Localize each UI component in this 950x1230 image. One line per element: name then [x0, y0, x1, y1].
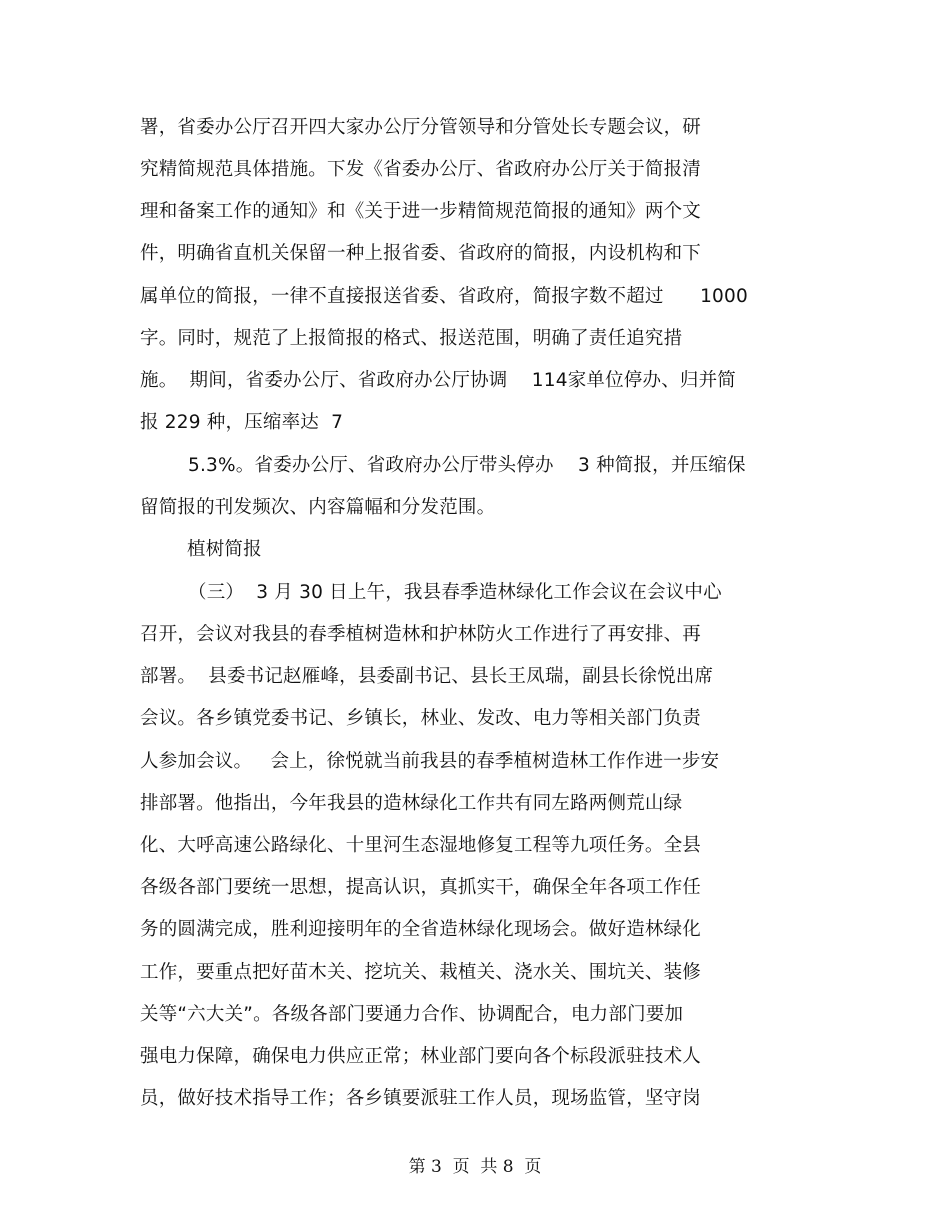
text-line: 署，省委办公厅召开四大家办公厅分管领导和分管处长专题会议，研 [140, 117, 702, 138]
text-line: 留简报的刊发频次、内容篇幅和分发范围。 [140, 497, 496, 518]
text-line: 部署。 县委书记赵雁峰，县委副书记、县长王凤瑞，副县长徐悦出席 [140, 666, 714, 687]
text-line: 工作，要重点把好苗木关、挖坑关、栽植关、浇水关、围坑关、装修 [140, 962, 702, 983]
text-line: 关等“六大关”。各级各部门要通力合作、协调配合，电力部门要加 [140, 1004, 684, 1025]
text-line: （三） 3 月 30 日上午，我县春季造林绿化工作会议在会议中心 [188, 582, 722, 603]
text-line: 施。 期间，省委办公厅、省政府办公厅协调 114家单位停办、归并简 [140, 370, 736, 391]
section-heading: 植树简报 [187, 539, 262, 560]
text-line: 件，明确省直机关保留一种上报省委、省政府的简报，内设机构和下 [140, 243, 702, 264]
text-line: 报 229 种，压缩率达 7 [140, 412, 344, 433]
text-line: 强电力保障，确保电力供应正常；林业部门要向各个标段派驻技术人 [140, 1046, 702, 1067]
text-line: 5.3%。省委办公厅、省政府办公厅带头停办 3 种简报，并压缩保 [188, 455, 746, 476]
text-line: 化、大呼高速公路绿化、十里河生态湿地修复工程等九项任务。全县 [140, 835, 702, 856]
text-line: 人参加会议。 会上，徐悦就当前我县的春季植树造林工作作进一步安 [140, 751, 720, 772]
text-line: 务的圆满完成，胜利迎接明年的全省造林绿化现场会。做好造林绿化 [140, 919, 702, 940]
text-line: 员，做好技术指导工作；各乡镇要派驻工作人员，现场监管，坚守岗 [140, 1088, 702, 1109]
text-line: 召开，会议对我县的春季植树造林和护林防火工作进行了再安排、再 [140, 624, 702, 645]
text-line: 各级各部门要统一思想，提高认识，真抓实干，确保全年各项工作任 [140, 877, 702, 898]
text-line: 字。同时，规范了上报简报的格式、报送范围，明确了责任追究措 [140, 328, 683, 349]
text-line: 排部署。他指出，今年我县的造林绿化工作共有同左路两侧荒山绿 [140, 793, 683, 814]
text-line: 会议。各乡镇党委书记、乡镇长，林业、发改、电力等相关部门负责 [140, 708, 702, 729]
text-line: 属单位的简报，一律不直接报送省委、省政府，简报字数不超过 1000 [140, 286, 748, 307]
text-line: 理和备案工作的通知》和《关于进一步精简规范简报的通知》两个文 [140, 201, 702, 222]
text-line: 究精简规范具体措施。下发《省委办公厅、省政府办公厅关于简报清 [140, 159, 702, 180]
page-number-footer: 第 3 页 共 8 页 [408, 1157, 542, 1177]
